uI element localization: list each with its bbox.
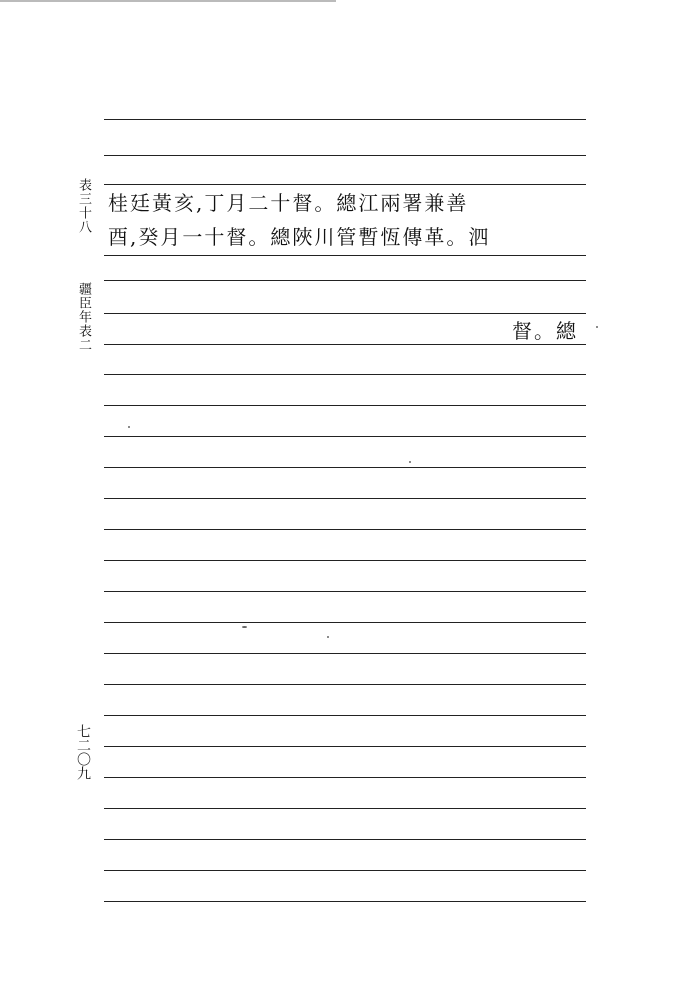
table-rule <box>104 839 586 840</box>
table-rule <box>104 436 586 437</box>
scan-speck <box>596 326 598 328</box>
table-title-label: 疆臣年表二 <box>76 282 91 352</box>
table-row-text: 督。總 <box>512 319 578 343</box>
page-number: 七二〇九 <box>75 724 91 780</box>
table-rule <box>104 901 586 902</box>
table-rule <box>104 622 586 623</box>
scan-speck <box>327 636 329 638</box>
table-rule <box>104 560 586 561</box>
table-rule <box>104 777 586 778</box>
table-rule <box>104 746 586 747</box>
table-row-text: 酉,癸月一十督。總陜川管暫恆傳革。泗 <box>108 225 491 249</box>
scan-speck <box>409 461 411 463</box>
table-row-text: 桂廷黃亥,丁月二十督。總江兩署兼善 <box>108 191 469 215</box>
table-rule <box>104 405 586 406</box>
table-rule <box>104 374 586 375</box>
table-rule <box>104 467 586 468</box>
table-rule <box>104 529 586 530</box>
table-rule <box>104 280 586 281</box>
scan-speck <box>128 426 130 428</box>
table-number-label: 表三十八 <box>76 178 91 234</box>
table-rule <box>104 119 586 120</box>
table-rule <box>104 715 586 716</box>
table-rule <box>104 255 586 256</box>
table-rule <box>104 184 586 185</box>
table-rule <box>104 870 586 871</box>
table-rule <box>104 591 586 592</box>
table-rule <box>104 313 586 314</box>
table-rule <box>104 808 586 809</box>
scan-speck <box>242 626 247 628</box>
table-rule <box>104 684 586 685</box>
table-rule <box>104 653 586 654</box>
table-rule <box>104 155 586 156</box>
top-edge-rule <box>0 0 336 2</box>
table-rule <box>104 498 586 499</box>
